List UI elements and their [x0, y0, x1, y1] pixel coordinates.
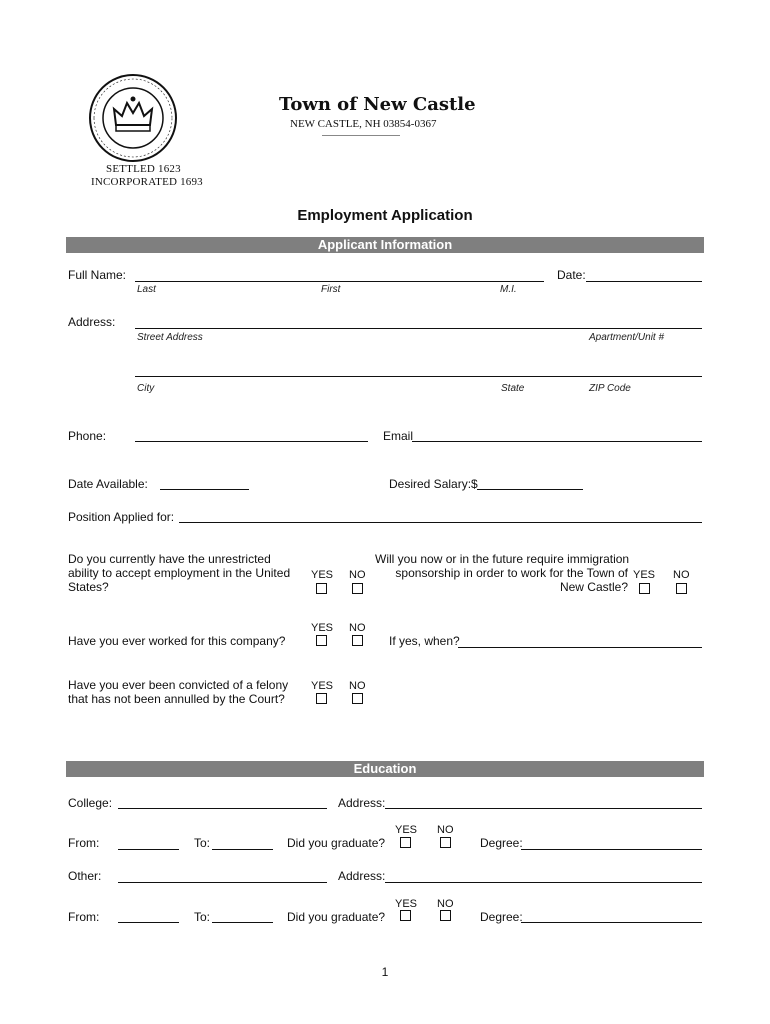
q2-no-checkbox[interactable]	[676, 583, 687, 594]
position-applied-label: Position Applied for:	[68, 510, 175, 524]
email-label: Email	[383, 429, 414, 443]
college-no-label: NO	[437, 824, 454, 836]
town-name: Town of New Castle	[279, 94, 476, 115]
college-from-field[interactable]	[118, 849, 179, 850]
other-label: Other:	[68, 869, 102, 883]
q3-no-label: NO	[349, 622, 366, 634]
incorporated-text: INCORPORATED 1693	[91, 176, 203, 188]
section-applicant-information: Applicant Information	[66, 237, 704, 253]
q4-yes-label: YES	[311, 680, 334, 692]
college-graduate-yes-checkbox[interactable]	[400, 837, 411, 848]
q1-yes-checkbox[interactable]	[316, 583, 327, 594]
last-name-caption: Last	[137, 284, 156, 295]
q2-no-label: NO	[673, 569, 690, 581]
q2-text-line2: sponsorship in order to work for the Town of	[395, 566, 628, 580]
phone-label: Phone:	[68, 429, 107, 443]
college-degree-label: Degree:	[480, 836, 523, 850]
apartment-caption: Apartment/Unit #	[589, 332, 665, 343]
form-title: Employment Application	[297, 207, 473, 224]
mi-caption: M.I.	[500, 284, 517, 295]
other-no-label: NO	[437, 898, 454, 910]
city-state-zip-field[interactable]	[135, 376, 702, 377]
q1-no-checkbox[interactable]	[352, 583, 363, 594]
other-from-field[interactable]	[118, 922, 179, 923]
street-address-caption: Street Address	[137, 332, 203, 343]
desired-salary-label: Desired Salary:$	[389, 477, 478, 491]
q4-yes-checkbox[interactable]	[316, 693, 327, 704]
section-education: Education	[66, 761, 704, 777]
desired-salary-field[interactable]	[477, 489, 583, 490]
q4-no-label: NO	[349, 680, 366, 692]
college-address-label: Address:	[338, 796, 386, 810]
other-to-field[interactable]	[212, 922, 273, 923]
date-available-field[interactable]	[160, 489, 249, 490]
other-address-label: Address:	[338, 869, 386, 883]
other-graduate-label: Did you graduate?	[287, 910, 386, 924]
other-yes-label: YES	[395, 898, 418, 910]
date-available-label: Date Available:	[68, 477, 148, 491]
street-address-field[interactable]	[135, 328, 702, 329]
college-address-field[interactable]	[385, 808, 702, 809]
college-to-field[interactable]	[212, 849, 273, 850]
college-field[interactable]	[118, 808, 327, 809]
other-graduate-yes-checkbox[interactable]	[400, 910, 411, 921]
settled-text: SETTLED 1623	[106, 163, 181, 175]
q2-text-line1: Will you now or in the future require immigration	[375, 552, 630, 566]
q4-text-line2: that has not been annulled by the Court?	[68, 692, 285, 706]
college-degree-field[interactable]	[521, 849, 702, 850]
other-address-field[interactable]	[385, 882, 702, 883]
q3-yes-label: YES	[311, 622, 334, 634]
other-degree-field[interactable]	[521, 922, 702, 923]
zip-caption: ZIP Code	[589, 383, 631, 394]
email-field[interactable]	[412, 441, 702, 442]
college-yes-label: YES	[395, 824, 418, 836]
other-from-label: From:	[68, 910, 100, 924]
college-from-label: From:	[68, 836, 100, 850]
town-address: NEW CASTLE, NH 03854-0367	[290, 118, 437, 130]
q1-no-label: NO	[349, 569, 366, 581]
first-name-caption: First	[321, 284, 341, 295]
other-degree-label: Degree:	[480, 910, 523, 924]
q2-yes-checkbox[interactable]	[639, 583, 650, 594]
college-to-label: To:	[194, 836, 211, 850]
q1-text-line1: Do you currently have the unrestricted	[68, 552, 271, 566]
page-number: 1	[381, 965, 389, 979]
full-name-field[interactable]	[135, 281, 544, 282]
other-school-field[interactable]	[118, 882, 327, 883]
q1-text-line2: ability to accept employment in the United	[68, 566, 291, 580]
city-caption: City	[137, 383, 155, 394]
q3-no-checkbox[interactable]	[352, 635, 363, 646]
phone-field[interactable]	[135, 441, 368, 442]
if-yes-when-label: If yes, when?	[389, 634, 460, 648]
q4-text-line1: Have you ever been convicted of a felony	[68, 678, 289, 692]
letterhead-rule	[322, 135, 400, 136]
other-to-label: To:	[194, 910, 211, 924]
if-yes-when-field[interactable]	[458, 647, 702, 648]
q3-yes-checkbox[interactable]	[316, 635, 327, 646]
full-name-label: Full Name:	[68, 268, 127, 282]
state-caption: State	[501, 383, 525, 394]
town-seal-icon	[88, 73, 178, 163]
college-label: College:	[68, 796, 113, 810]
date-field[interactable]	[586, 281, 702, 282]
college-graduate-no-checkbox[interactable]	[440, 837, 451, 848]
position-applied-field[interactable]	[179, 522, 702, 523]
q4-no-checkbox[interactable]	[352, 693, 363, 704]
college-graduate-label: Did you graduate?	[287, 836, 386, 850]
address-label: Address:	[68, 315, 116, 329]
q2-text-line3: New Castle?	[559, 580, 628, 594]
q2-yes-label: YES	[633, 569, 656, 581]
q1-text-line3: States?	[68, 580, 109, 594]
q1-yes-label: YES	[311, 569, 334, 581]
q3-text: Have you ever worked for this company?	[68, 634, 286, 648]
other-graduate-no-checkbox[interactable]	[440, 910, 451, 921]
date-label: Date:	[557, 268, 586, 282]
